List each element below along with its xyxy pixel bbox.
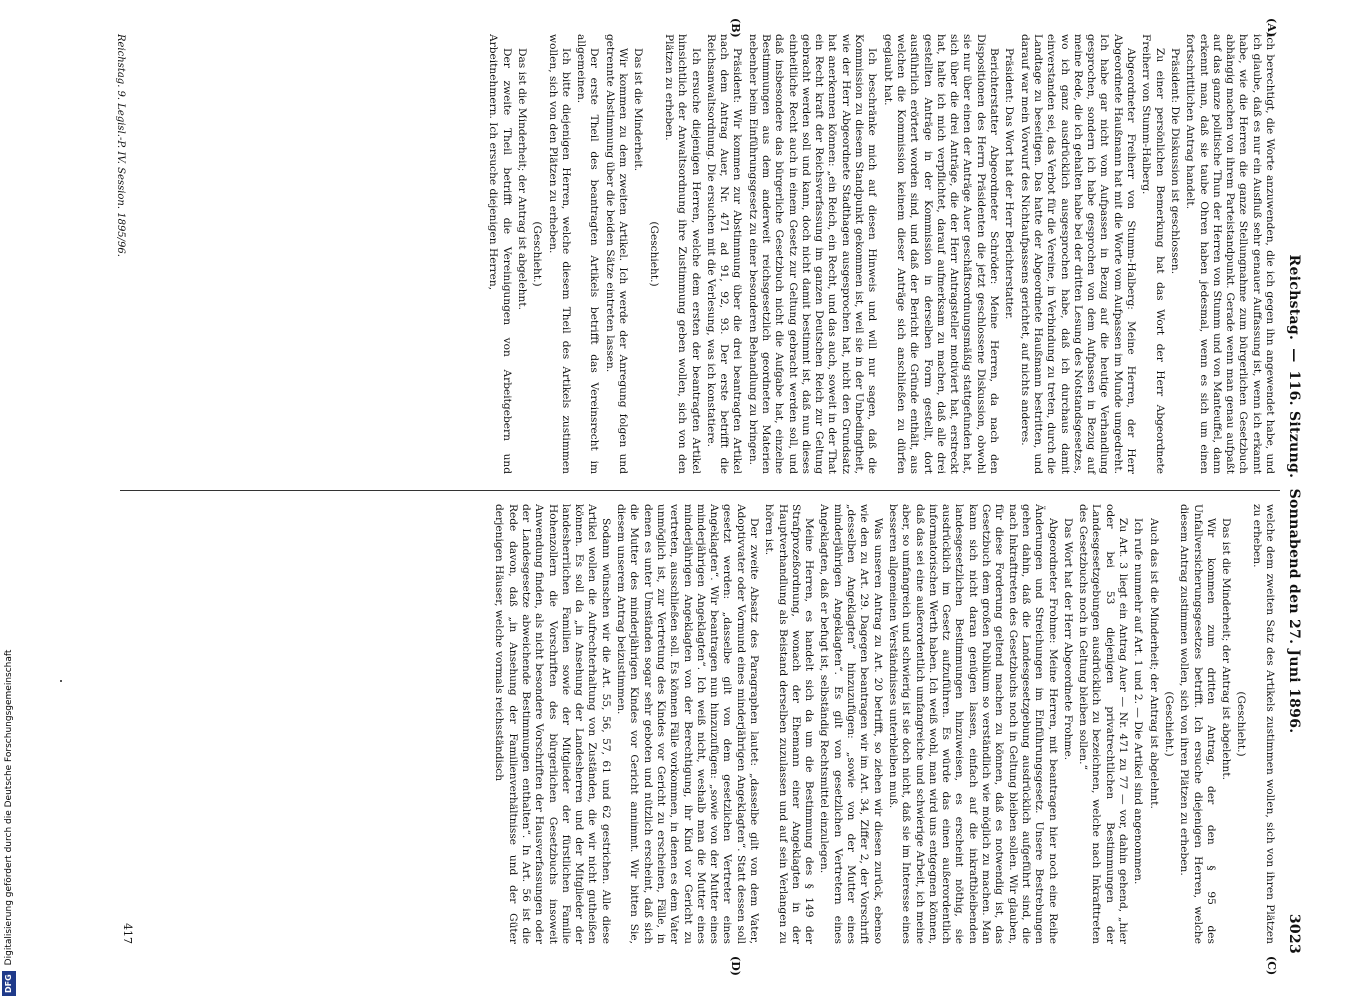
paragraph: (Geschieht.) <box>531 221 544 287</box>
paragraph: Was unseren Antrag zu Art. 20 betrifft, so ziehen wir diesen zurück, ebenso wie den zu Art. 29. Dagegen beantragen wir im Art. 34, Ziffer 2, der Vorschrift „desselben Angeklagten“ hinzuzufügen: „sowie von der Mutter eines minderjährigen Angeklagten“. Es gilt von gesetzlichen Vertretern eines Angeklagten, daß er befugt ist, selbständig Rechtsmittel einzulegen. <box>818 504 884 944</box>
column-divider <box>120 490 1280 491</box>
header-title: Reichstag. <box>1286 254 1302 341</box>
paragraph: Wir kommen zu dem zweiten Artikel. Ich werde der Anregung folgen und getrennte Abstimmung über die beiden Sätze eintreten lassen. <box>603 34 630 474</box>
paragraph: (Geschieht.) <box>647 221 660 287</box>
paragraph: welche dem zweiten Satz des Artikels zustimmen wollen, sich von ihren Plätzen zu erheben. <box>1250 504 1276 944</box>
rotated-page <box>114 18 1302 976</box>
header-date: Sonnabend den 27. Juni 1896. <box>1286 488 1302 734</box>
margin-marker-a: (A) <box>1265 18 1278 37</box>
paragraph: Ich ersuche diejenigen Herren, welche dem ersten der beantragten Artikel hinsichtlich der Anwaltsordnung ihre Zustimmung geben wollen, sich von den Plätzen zu erheben. <box>662 34 702 474</box>
dfg-logo: DFG <box>2 971 16 996</box>
paragraph: Das ist die Minderheit. <box>632 48 645 172</box>
paragraph: (Geschieht.) <box>1235 691 1248 757</box>
paragraph: Das ist die Minderheit; der Antrag ist abgelehnt. <box>1220 518 1233 780</box>
left-column <box>484 34 1276 474</box>
paragraph: Präsident: Wir kommen zur Abstimmung über die drei beantragten Artikel nach dem Antrag Auer, Nr. 471 ad 91, 92, 93. Der erste betrifft die Reichsanwaltsordnung. Die ersuchen mit die Verlesung, was ich konstatiere. <box>704 34 744 474</box>
margin-marker-d: (D) <box>729 956 742 976</box>
paragraph: Abgeordneter Freiherr von Stumm-Halberg: Meine Herren, der Herr Abgeordnete Haußmann hat mit die Worte vom Aufpassen im Munde umgedreht. Ich habe gar nicht vom Aufpassen in Bezug auf die heutige Verhandlung gesprochen, sondern ich habe gesprochen von dem Aufpassen in Bezug auf meine Rede, die ich gehalten habe bei der dritten Lesung des Notstandsgesetzes, wo ich ganz ausdrücklich ausgesprochen habe, daß ich durchaus damit einverstanden sei, das Verbot für die Vereine, in Verbindung zu treten, durch die Landtage zu beseitigen. Das hatte der Abgeordnete Haußmann bestritten, und darauf war mein Vorwurf des Nichtaufpassens gerichtet, auf nichts anderes. <box>1018 34 1138 474</box>
paragraph: Ich bitte diejenigen Herren, welche diesem Theil des Artikels zustimmen wollen, sich von den Plätzen zu erheben. <box>546 34 572 474</box>
right-column <box>490 504 1276 944</box>
paragraph: Zu einer persönlichen Bemerkung hat das Wort der Herr Abgeordnete Freiherr von Stumm-Halberg. <box>1140 34 1166 474</box>
source-footer: Reichstag. 9. Legisl.-P. IV. Session. 1895/96. <box>115 34 126 257</box>
paragraph: Sodann wünschen wir die Art. 55, 56, 57, 61 und 62 gestrichen. Alle diese Artikel wollen die Aufrechterhaltung von Zuständen, die wir nicht gutheißen können. Es soll da „in Ansehung der Landesherren und der Mitglieder der landesherrlichen Familien sowie der Mitglieder der fürstlichen Familie Hohenzollern die Vorschriften des bürgerlichen Gesetzbuchs insoweit Anwendung finden, als nicht besondere Vorschriften der Hausverfassungen oder der Landesgesetze abweichende Bestimmungen enthalten“. In Art. 56 ist die Rede davon, daß „in Ansehung der Familienverhältnisse und der Güter derjenigen Häuser, welche vormals reichsständisch <box>493 504 612 944</box>
margin-marker-b: (B) <box>729 18 742 38</box>
paragraph: Berichterstatter Abgeordneter Schröder: Meine Herren, da nach den Dispositionen des Herrn Präsidenten die jetzt geschlossene Diskussion, obwohl sie nur über einen der Anträge Auer geschäftsordnungsmäßig stattgefunden hat, sich über die drei Anträge, die der Herr Antragsteller motiviert hat, erstreckt hat, halte ich mich verpflichtet, darauf aufmerksam zu machen, daß alle drei gestellten Anträge in der Kommission in derselben Form gestellt, dort ausführlich erörtert worden sind, und daß der Bericht die Gründe enthält, aus welchen die Kommission keinem dieser Anträge sich anschließen zu dürfen geglaubt hat. <box>881 34 1001 474</box>
paragraph: Meine Herren, es handelt sich da um die Bestimmung des § 149 der Strafprozeßordnung, wonach der Ehemann einer Angeklagten in der Hauptverhandlung als Beistand derselben zuzulassen und auf sein Verlangen zu hören ist. <box>763 504 816 944</box>
paragraph: Präsident: Das Wort hat der Herr Berichterstatter. <box>1003 48 1016 320</box>
paragraph: Das ist die Minderheit; der Antrag ist abgelehnt. <box>515 48 528 310</box>
paragraph: Der zweite Theil betrifft die Vereinigungen von Arbeitgebern und Arbeitnehmern. Ich ersuche diejenigen Herren, <box>487 34 513 474</box>
header-separator: — <box>1286 348 1302 363</box>
paragraph: ich berechtigt, die Worte anzuwenden, die ich gegen ihn angewendet habe, und ich glaube, daß es nur ein Ausfluß sehr genauer Auffassung ist, wenn ich erkannt habe, wie die Herren die ganze Stellungnahme zum bürgerlichen Gesetzbuch abhängig machen von ihrem Parteistandpunkt. Gerade wenn man genau aufpaßt auf das ganze politische Thun der Herren von Stumm und von Manteuffel, dann erkennt man, daß sie taube Ohren haben jedesmal, wenn es sich um einen fortschrittlichen Antrag handelt. <box>1184 34 1276 474</box>
paragraph: Wir kommen zum dritten Antrag, der den § 95 des Unfallversicherungsgesetzes betrifft. Ich ersuche diejenigen Herren, welche diesem Antrag zustimmen wollen, sich von ihren Plätzen zu erheben. <box>1178 504 1217 944</box>
paragraph: Ich rufe nunmehr auf Art. 1 und 2. — Die Artikel sind angenommen. <box>1132 518 1145 885</box>
paragraph: Präsident: Die Diskussion ist geschlossen. <box>1168 48 1181 275</box>
paragraph: Auch das ist die Minderheit; der Antrag ist abgelehnt. <box>1147 518 1160 809</box>
page-header <box>1280 34 1302 954</box>
paragraph: Zu Art. 3 liegt ein Antrag Auer — Nr. 471 zu 77 — vor, dahin gehend, „hier oder bei 53 diejenigen privatrechtlichen Bestimmungen der Landesgesetzgebungen ausdrücklich zu bezeichnen, welche nach Inkrafttreten des Gesetzbuchs noch in Geltung bleiben sollen.“ <box>1077 504 1130 944</box>
margin-marker-c: (C) <box>1265 956 1278 976</box>
header-session: 116. Sitzung. <box>1286 370 1302 479</box>
header-center <box>1286 34 1302 954</box>
paragraph: Ich beschränke mich auf diesen Hinweis und will nur sagen, daß die Kommission zu diesem Standpunkt gekommen ist, weil sie in der Unbedingtheit, wie der Herr Abgeordnete Stadthagen ausgesprochen hat, nicht den Grundsatz hat anerkennen können: „ein Reich, ein Recht, und das auch, soweit in der That ein Recht kraft der Reichsverfassung im ganzen Deutschen Reich zur Geltung gebracht werden soll und kann, doch nicht damit bestimmt ist, daß nun dieses einheitliche Recht auch in einem Gesetz zur Geltung gebracht werden soll, und daß insbesondere das bürgerliche Gesetzbuch nicht die Aufgabe hat, einzelne Bestimmungen aus dem anderweit reichsgesetzlich geordneten Materien nebenher beim Einführungsgesetz zu einer besonderen Behandlung zu bringen. <box>746 34 879 474</box>
paragraph: Der zweite Absatz des Paragraphen lautet: „dasselbe gilt von dem Vater, Adoptivvater oder Vormund eines minderjährigen Angeklagten“. Statt dessen soll gesetzt werden: „dasselbe gilt von dem gesetzlichen Vertreter eines Angeklagten“. Wir beantragen nun hinzuzufügen: „sowie von der Mutter eines minderjährigen Angeklagten“. Ich weiß nicht, weshalb man die Mutter eines minderjährigen Angeklagten von der Berechtigung, ihr Kind vor Gericht zu vertreten, ausschließen soll. Es können Fälle vorkommen, in denen es dem Vater unmöglich ist, zur Vertretung des Kindes vor Gericht zu erscheinen, Fälle, in denen es unter Umständen sogar sehr geboten und nützlich erscheint, daß sich die Mutter des minderjährigen Kindes vor Gericht annimmt. Wir bitten Sie, diesem unserem Antrag beizustimmen. <box>615 504 761 944</box>
paragraph: (Geschieht.) <box>1162 691 1175 757</box>
page-number: 3023 <box>1286 913 1302 954</box>
paragraph: Das Wort hat der Herr Abgeordnete Frohme. <box>1061 518 1074 761</box>
paragraph: Der erste Theil des beantragten Artikels betrifft das Vereinsrecht im allgemeinen. <box>575 34 601 474</box>
sheet-number: 417 <box>121 923 134 944</box>
paragraph: Abgeordneter Frohme: Meine Herren, mit beantragen hier noch eine Reihe Änderungen und Streichungen im Einführungsgesetz. Unsere Bestrebungen gehen dahin, daß die Landesgesetzgebung ausdrücklich aufgeführt sind, die nach Inkrafttreten des Gesetzbuchs noch in Geltung bleiben sollen. Wir glauben, für diese Forderung geltend machen zu können, daß es notwendig ist, das Gesetzbuch dem großen Publikum so verständlich wie möglich zu machen. Man kann sich nicht daran genügen lassen, einfach auf die inkraftbleibenden landesgesetzlichen Bestimmungen hinzuweisen, es erscheint nöthig, sie ausdrücklich im Gesetz aufzuführen. Es würde das einen außerordentlich informatorischen Werth haben. Ich weiß wohl, man wird uns entgegnen können, daß das sei eine außerordentlich umfangreiche und schwierige Arbeit, ich meine aber, so umfangreich und schwierig ist sie doch nicht, daß sie im Interesse eines besseren allgemeinen Verständnisses unterbleiben muß. <box>886 504 1059 944</box>
funding-text: Digitalisierung gefördert durch die Deutsche Forschungsgemeinschaft <box>4 649 14 966</box>
